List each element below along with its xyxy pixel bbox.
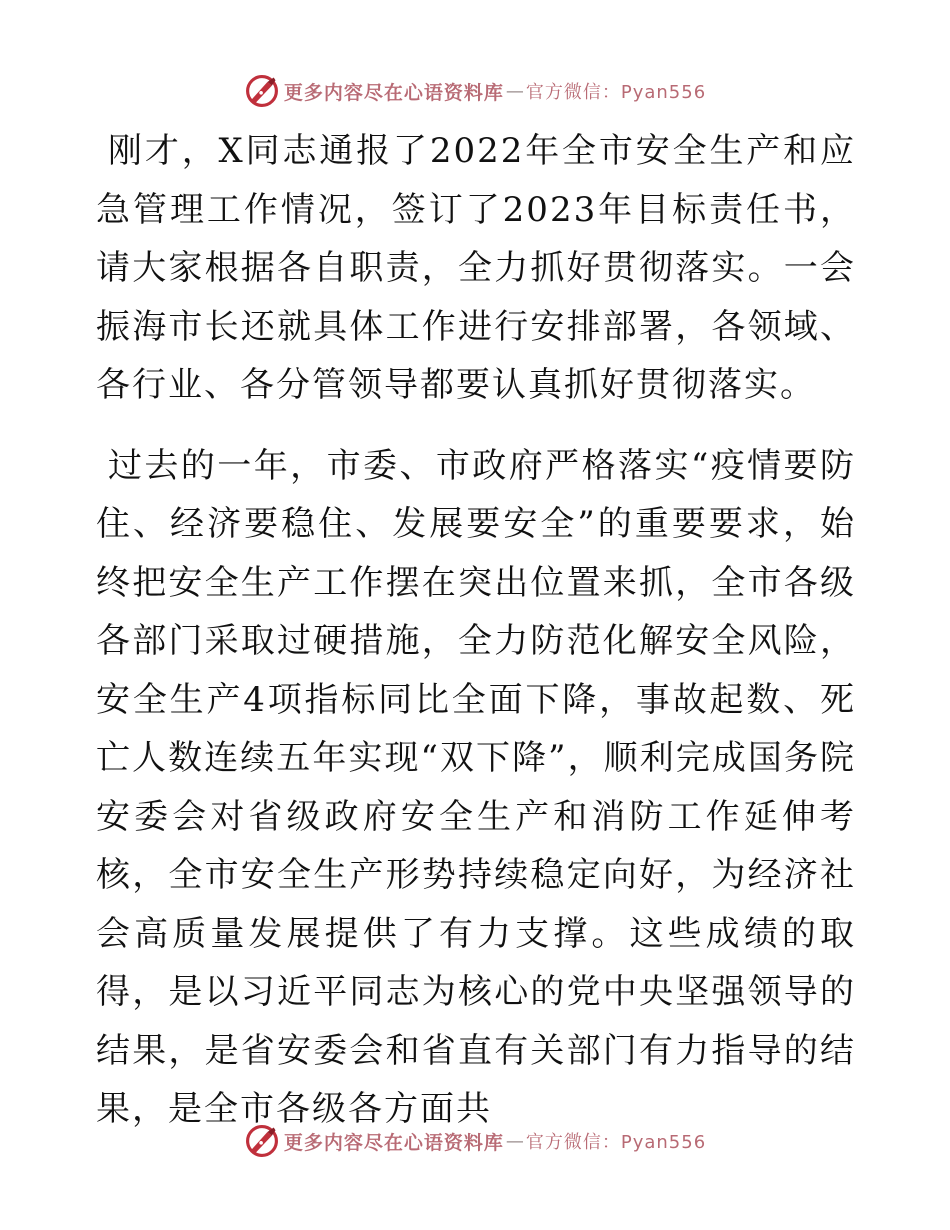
footer-banner <box>0 1121 950 1161</box>
paragraph-1: 刚才，X同志通报了2022年全市安全生产和应急管理工作情况，签订了2023年目标责任书，请大家根据各自职责，全力抓好贯彻落实。一会振海市长还就具体工作进行安排部署，各领域、各行业、各分管领导都要认真抓好贯彻落实。 <box>96 131 856 405</box>
pen-nib-logo-icon <box>244 1123 280 1159</box>
paragraph-2: 过去的一年，市委、市政府严格落实“疫情要防住、经济要稳住、发展要安全”的重要要求，始终把安全生产工作摆在突出位置来抓，全市各级各部门采取过硬措施，全力防范化解安全风险，安全生产4项指标同比全面下降，事故起数、死亡人数连续五年实现“双下降”，顺利完成国务院安委会对省级政府安全生产和消防工作延伸考核，全市安全生产形势持续稳定向好，为经济社会高质量发展提供了有力支撑。这些成绩的取得，是以习近平同志为核心的党中央坚强领导的结果，是省安委会和省直有关部门有力指导的结果，是全市各级各方面共 <box>96 445 856 1129</box>
banner-wechat: 官方微信：Pyan556 <box>525 82 707 103</box>
banner-separator: — <box>505 1130 524 1152</box>
document-body <box>96 122 856 1139</box>
header-banner <box>0 71 950 111</box>
banner-title: 更多内容尽在心语资料库 <box>283 1131 504 1154</box>
banner-wechat: 官方微信：Pyan556 <box>525 1132 707 1153</box>
pen-nib-logo-icon <box>244 73 280 109</box>
banner-separator: — <box>505 80 524 102</box>
banner-title: 更多内容尽在心语资料库 <box>283 81 504 104</box>
